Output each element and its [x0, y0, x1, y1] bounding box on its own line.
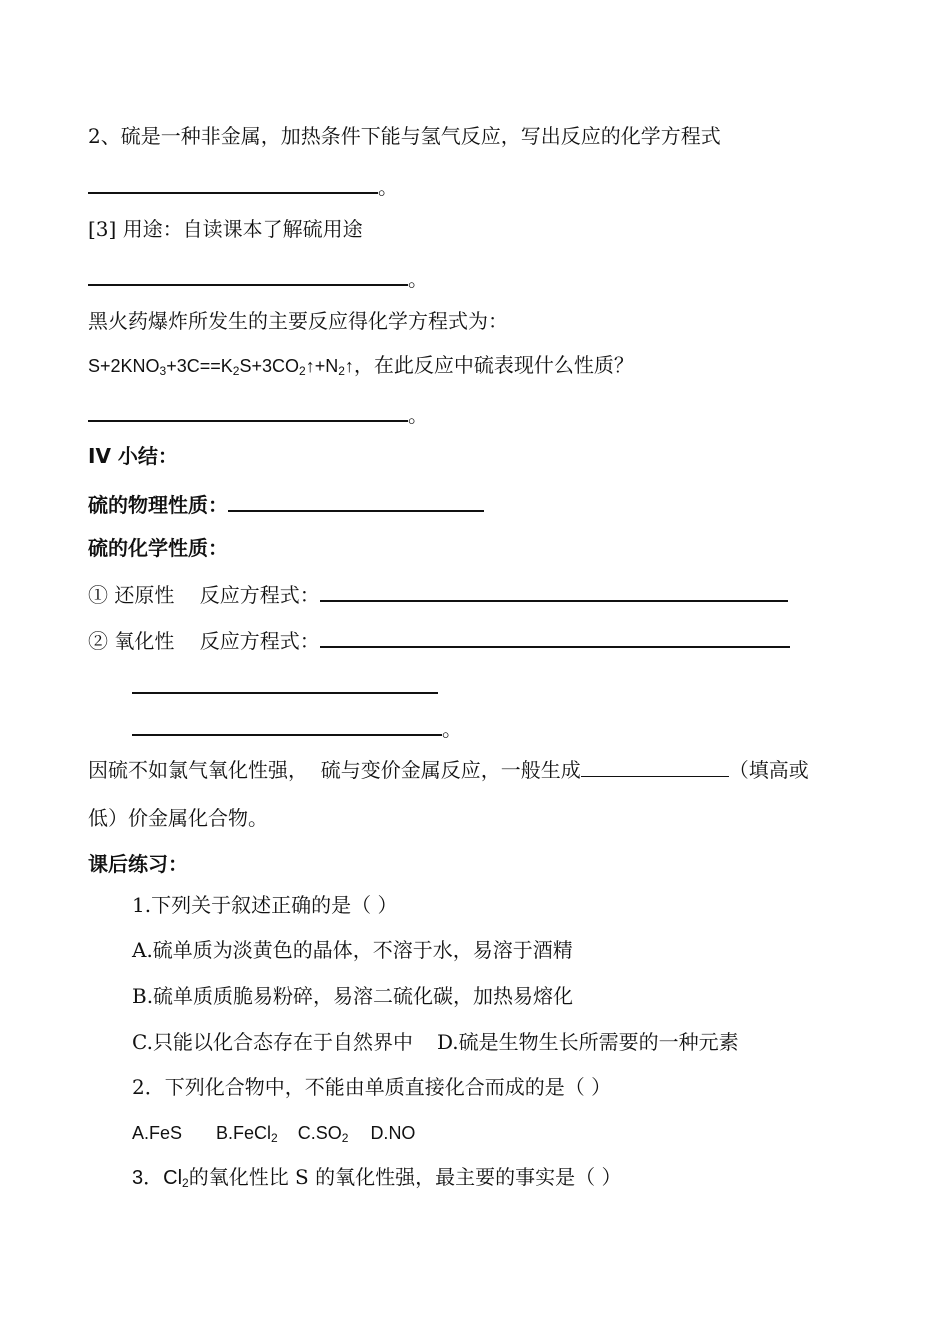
practice-q1-option-b: B.硫单质质脆易粉碎，易溶二硫化碳，加热易熔化 [132, 984, 574, 1008]
valence-note-tail: （填高或 [728, 758, 809, 782]
answer-blank[interactable] [132, 670, 438, 694]
oxidizing-property [88, 624, 790, 655]
gunpowder-intro [88, 307, 508, 335]
practice-q1-option-a: A.硫单质为淡黄色的晶体，不溶于水，易溶于酒精 [132, 938, 573, 962]
practice-q2-option-a: A.FeS [132, 1123, 183, 1143]
gunpowder-intro-text: 黑火药爆炸所发生的主要反应得化学方程式为： [88, 309, 508, 333]
question-2-text [88, 122, 721, 150]
answer-blank[interactable] [228, 488, 484, 512]
answer-blank[interactable] [88, 398, 408, 422]
chemical-properties-title: 硫的化学性质： [88, 536, 228, 560]
reducing-label: ① 还原性 反应方程式： [88, 583, 320, 607]
answer-blank[interactable] [581, 756, 729, 777]
answer-blank[interactable] [320, 578, 788, 602]
valence-note-text: 因硫不如氯气氧化性强， 硫与变价金属反应，一般生成 [88, 758, 581, 782]
equation: $S+2KNO_3+3C==K_2S+3CO_2↑+N_2↑$ [88, 356, 354, 378]
practice-q2-option-c: $C.SO_2$ [297, 1123, 349, 1145]
oxidizing-line-2 [132, 670, 438, 701]
question-2-answer-line [88, 170, 398, 201]
question-2-label: 2、硫是一种非金属，加热条件下能与氢气反应，写出反应的化学方程式 [88, 124, 721, 148]
use-label: [3] 用途：自读课本了解硫用途 [88, 217, 363, 241]
valence-note [88, 756, 809, 784]
answer-blank[interactable] [132, 712, 442, 736]
gunpowder-answer-line [88, 398, 428, 429]
practice-q2: 2．下列化合物中，不能由单质直接化合而成的是（ ） [132, 1075, 612, 1099]
answer-blank[interactable] [88, 170, 378, 194]
practice-q2-option-d: D.NO [370, 1123, 416, 1143]
valence-note-cont: 低）价金属化合物。 [88, 806, 268, 830]
use-heading [88, 215, 363, 243]
gunpowder-equation [88, 351, 634, 385]
practice-q1: 1.下列关于叙述正确的是（ ） [132, 893, 398, 917]
practice-q1-option-d: D.硫是生物生长所需要的一种元素 [436, 1030, 739, 1054]
use-answer-line [88, 262, 428, 293]
oxidizing-line-3 [132, 712, 462, 743]
practice-q1-options-cd [132, 1028, 739, 1056]
practice-q2-options [132, 1119, 415, 1152]
period: 。 [442, 717, 462, 741]
physical-properties [88, 488, 484, 519]
period: 。 [378, 175, 398, 199]
physical-label: 硫的物理性质： [88, 493, 228, 517]
oxidizing-label: ② 氧化性 反应方程式： [88, 629, 320, 653]
practice-q3: 3．$Cl_2$的氧化性比 S 的氧化性强，最主要的事实是（ ） [132, 1165, 622, 1190]
practice-q2-option-b: B.FeCl$_2$ [216, 1123, 278, 1145]
period: 。 [408, 267, 428, 291]
practice-title: 课后练习： [88, 852, 188, 876]
answer-blank[interactable] [88, 262, 408, 286]
period: 。 [408, 403, 428, 427]
practice-q1-option-c: C.只能以化合态存在于自然界中 [132, 1030, 413, 1054]
gunpowder-question: ，在此反应中硫表现什么性质？ [353, 353, 634, 377]
reducing-property [88, 578, 788, 609]
summary-title: IV 小结： [88, 444, 178, 468]
answer-blank[interactable] [320, 624, 790, 648]
